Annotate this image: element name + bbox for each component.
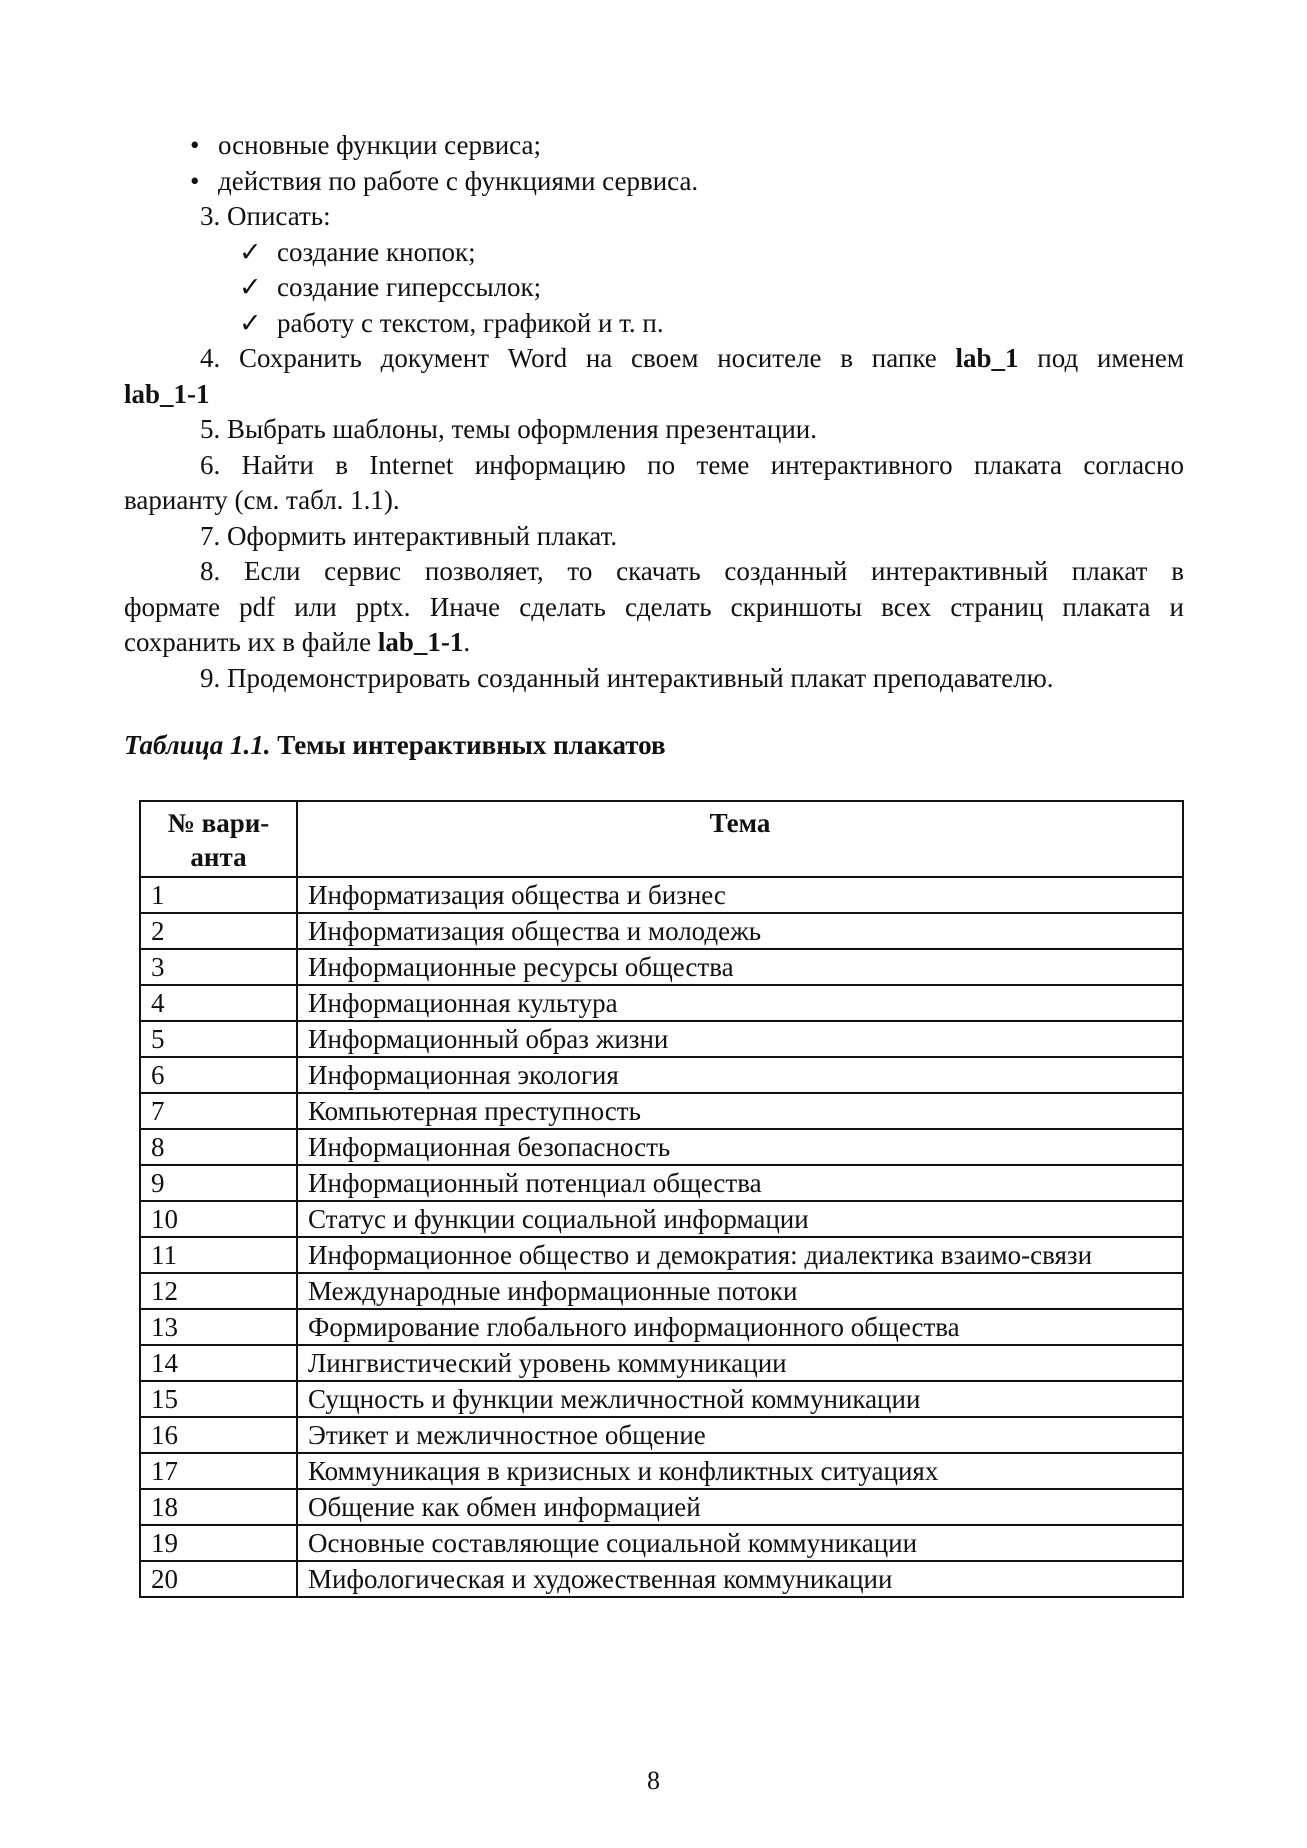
table-row [140, 1381, 1183, 1417]
checkmark-icon: ✓ [239, 236, 262, 267]
step-9: 9. Продемонстрировать созданный интерактивный плакат преподавателю. [200, 662, 1054, 693]
table-row [140, 877, 1183, 913]
variant-topic: Информационный образ жизни [297, 1021, 1183, 1057]
table-row [140, 1525, 1183, 1561]
table-row [140, 1021, 1183, 1057]
table-row [140, 949, 1183, 985]
variant-topic: Основные составляющие социальной коммуникации [297, 1525, 1183, 1561]
table-row [140, 913, 1183, 949]
instructions-list [124, 128, 1184, 696]
table-row [140, 1057, 1183, 1093]
variant-number: 11 [140, 1237, 297, 1273]
variant-topic: Этикет и межличностное общение [297, 1417, 1183, 1453]
variant-topic: Международные информационные потоки [297, 1273, 1183, 1309]
variant-topic: Сущность и функции межличностной коммуникации [297, 1381, 1183, 1417]
table-row [140, 1129, 1183, 1165]
step-5: 5. Выбрать шаблоны, темы оформления презентации. [200, 414, 817, 444]
table-row [140, 1273, 1183, 1309]
variant-topic: Информатизация общества и молодежь [297, 913, 1183, 949]
variant-topic: Компьютерная преступность [297, 1093, 1183, 1129]
step-4: 4. Сохранить документ Word на своем носителе в папке lab_1 под именем [200, 343, 1184, 373]
variant-number: 1 [140, 877, 297, 913]
table-row [140, 1561, 1183, 1597]
table-row [140, 1417, 1183, 1453]
folder-name: lab_1 [955, 343, 1019, 373]
variant-number: 19 [140, 1525, 297, 1561]
table-caption [124, 728, 666, 764]
table-row [140, 1309, 1183, 1345]
step-3: 3. Описать: [200, 201, 331, 231]
table-row [140, 985, 1183, 1021]
table-row [140, 1345, 1183, 1381]
variant-number: 9 [140, 1165, 297, 1201]
variant-number: 5 [140, 1021, 297, 1057]
variant-topic: Коммуникация в кризисных и конфликтных ситуациях [297, 1453, 1183, 1489]
header-topic: Тема [297, 801, 1183, 877]
variant-number: 17 [140, 1453, 297, 1489]
table-header-row [140, 801, 1183, 877]
check-item: ✓ работу с текстом, графикой и т. п. [124, 306, 1184, 342]
checkmark-icon: ✓ [239, 307, 262, 338]
check-item: ✓ создание кнопок; [124, 235, 1184, 271]
table-row [140, 1237, 1183, 1273]
variant-number: 13 [140, 1309, 297, 1345]
variant-number: 15 [140, 1381, 297, 1417]
variant-number: 8 [140, 1129, 297, 1165]
step-4-filename: lab_1-1 [124, 378, 210, 409]
variant-topic: Информационная экология [297, 1057, 1183, 1093]
variant-topic: Формирование глобального информационного общества [297, 1309, 1183, 1345]
variant-number: 2 [140, 913, 297, 949]
page-number: 8 [647, 1766, 660, 1795]
step-7: 7. Оформить интерактивный плакат. [200, 520, 618, 551]
table-row [140, 1201, 1183, 1237]
variant-topic: Информационные ресурсы общества [297, 949, 1183, 985]
bullet-item: • основные функции сервиса; [124, 128, 1184, 164]
table-row [140, 1165, 1183, 1201]
variant-number: 4 [140, 985, 297, 1021]
variant-number: 12 [140, 1273, 297, 1309]
variant-number: 6 [140, 1057, 297, 1093]
variant-topic: Информационное общество и демократия: диалектика взаимо-связи [297, 1237, 1183, 1273]
bullet-icon: • [190, 130, 200, 160]
variant-number: 20 [140, 1561, 297, 1597]
variant-topic: Информационный потенциал общества [297, 1165, 1183, 1201]
bullet-item: • действия по работе с функциями сервиса. [124, 164, 1184, 200]
variant-number: 18 [140, 1489, 297, 1525]
bullet-icon: • [190, 165, 200, 196]
table-row [140, 1453, 1183, 1489]
variant-number: 14 [140, 1345, 297, 1381]
variant-number: 7 [140, 1093, 297, 1129]
variant-topic: Общение как обмен информацией [297, 1489, 1183, 1525]
table-caption-label: Таблица 1.1. [124, 730, 271, 760]
topics-table [139, 800, 1184, 1598]
header-variant-number: № вари- анта [140, 801, 297, 877]
step-6-line-1: 6. Найти в Internet информацию по теме интерактивного плаката согласно [200, 449, 1184, 480]
table-caption-text: Темы интерактивных плакатов [270, 730, 666, 760]
variant-topic: Лингвистический уровень коммуникации [297, 1345, 1183, 1381]
variant-number: 10 [140, 1201, 297, 1237]
step-8-line-1: 8. Если сервис позволяет, то скачать созданный интерактивный плакат в [200, 556, 1184, 586]
check-item: ✓ создание гиперссылок; [124, 270, 1184, 306]
step-8-line-2: формате pdf или pptx. Иначе сделать сделать скриншоты всех страниц плаката и [124, 591, 1184, 622]
variant-topic: Информационная культура [297, 985, 1183, 1021]
variant-number: 16 [140, 1417, 297, 1453]
table-row [140, 1093, 1183, 1129]
table-row [140, 1489, 1183, 1525]
checkmark-icon: ✓ [239, 272, 262, 302]
step-6-line-2: варианту (см. табл. 1.1). [124, 485, 400, 515]
step-8-line-3: сохранить их в файле lab_1-1. [124, 627, 471, 657]
variant-number: 3 [140, 949, 297, 985]
variant-topic: Информатизация общества и бизнес [297, 877, 1183, 913]
variant-topic: Статус и функции социальной информации [297, 1201, 1183, 1237]
variant-topic: Мифологическая и художественная коммуникации [297, 1561, 1183, 1597]
variant-topic: Информационная безопасность [297, 1129, 1183, 1165]
